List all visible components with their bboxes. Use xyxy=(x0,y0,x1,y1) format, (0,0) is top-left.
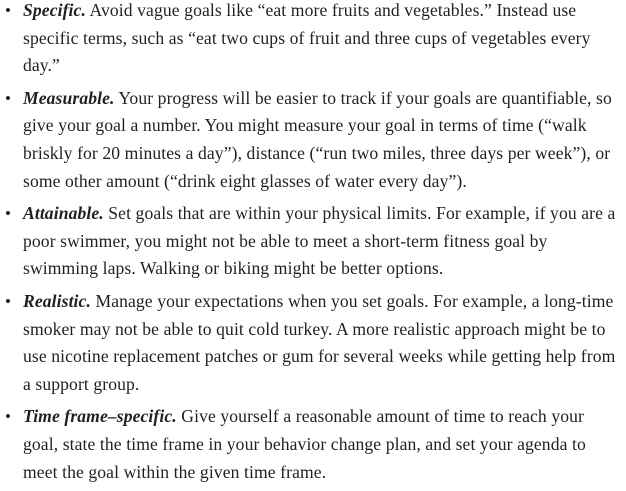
bullet-icon: • xyxy=(5,204,12,224)
goal-description: Your progress will be easier to track if your goals are quantifiable, so give your goal a number. You might measure your goal in terms of time (“walk briskly for 20 minutes a day”), distance (“run two miles, three days per week”), or some other amount (“drink eight glasses of water every day”). xyxy=(23,87,612,191)
goal-item-realistic xyxy=(0,288,626,398)
goal-term: Time frame–specific. xyxy=(23,406,177,427)
goal-description: Avoid vague goals like “eat more fruits and vegetables.” Instead use specific terms, such as “eat two cups of fruit and three cups of vegetables every day.” xyxy=(23,0,591,76)
goal-description: Manage your expectations when you set goals. For example, a long-time smoker may not be able to quit cold turkey. A more realistic approach might be to use nicotine replacement patches or gum for several weeks while getting help from a support group. xyxy=(23,290,616,394)
goal-item-specific xyxy=(0,0,626,80)
bullet-icon: • xyxy=(5,291,12,311)
bullet-icon: • xyxy=(5,88,12,108)
goal-item-measurable xyxy=(0,85,626,195)
goal-description: Set goals that are within your physical limits. For example, if you are a poor swimmer, you might not be able to meet a short-term fitness goal by swimming laps. Walking or biking might be better options. xyxy=(23,203,616,279)
goal-description: Give yourself a reasonable amount of time to reach your goal, state the time frame in your behavior change plan, and set your agenda to meet the goal within the given time frame. xyxy=(23,406,586,482)
bullet-icon: • xyxy=(5,1,12,20)
goal-item-time-frame-specific xyxy=(0,403,626,486)
goal-item-attainable xyxy=(0,200,626,283)
goal-term: Measurable. xyxy=(23,87,115,108)
bullet-icon: • xyxy=(5,407,12,427)
goal-term: Attainable. xyxy=(23,203,104,224)
goal-term: Specific. xyxy=(23,0,86,20)
goal-term: Realistic. xyxy=(23,290,91,311)
